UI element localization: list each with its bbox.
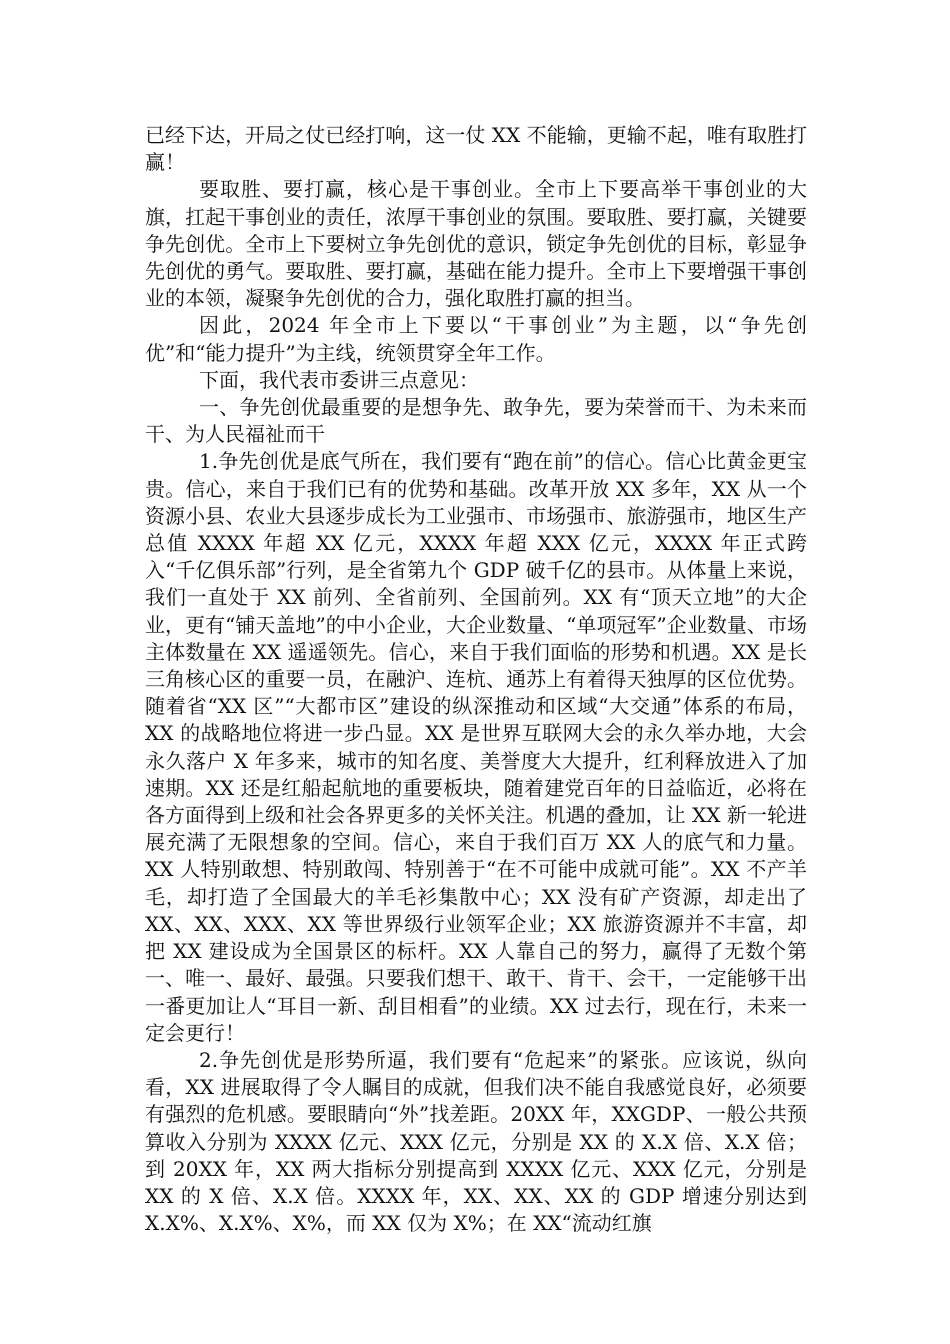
document-page: [145, 122, 807, 1237]
section-heading-one: 一、争先创优最重要的是想争先、敢争先，要为荣誉而干、为未来而干、为人民福祉而干: [145, 395, 807, 447]
paragraph-core-tasks: 要取胜、要打赢，核心是干事创业。全市上下要高举干事创业的大旗，扛起干事创业的责任，浓厚干事创业的氛围。要取胜、要打赢，关键要争先创优。全市上下要树立争先创优的意识，锁定争先创优的目标，彰显争先创优的勇气。要取胜、要打赢，基础在能力提升。全市上下要增强干事创业的本领，凝聚争先创优的合力，强化取胜打赢的担当。: [145, 177, 807, 311]
paragraph-theme-2024: 因此，2024 年全市上下要以“干事创业”为主题，以“争先创优”和“能力提升”为主线，统领贯穿全年工作。: [145, 313, 807, 365]
paragraph-point-two: 2.争先创优是形势所逼，我们要有“危起来”的紧张。应该说，纵向看，XX 进展取得了令人瞩目的成就，但我们决不能自我感觉良好，必须要有强烈的危机感。要眼睛向“外”找差距。20XX 年，XXGDP、一般公共预算收入分别为 XXXX 亿元、XXX 亿元，分别是 XX 的 X.X 倍、X.X 倍；到 20XX 年，XX 两大指标分别提高到 XXXX 亿元、XXX 亿元，分别是 XX 的 X 倍、X.X 倍。XXXX 年，XX、XX、XX 的 GDP 增速分别达到 X.X%、X.X%、X%，而 XX 仅为 X%；在 XX“流动红旗: [145, 1047, 807, 1236]
paragraph-intro-opinions: 下面，我代表市委讲三点意见：: [199, 367, 479, 392]
paragraph-point-one: 1.争先创优是底气所在，我们要有“跑在前”的信心。信心比黄金更宝贵。信心，来自于我们已有的优势和基础。改革开放 XX 多年，XX 从一个资源小县、农业大县逐步成长为工业强市、市场强市、旅游强市，地区生产总值 XXXX 年超 XX 亿元，XXXX 年超 XXX 亿元，XXXX 年正式跨入“千亿俱乐部”行列，是全省第九个 GDP 破千亿的县市。从体量上来说，我们一直处于 XX 前列、全省前列、全国前列。XX 有“顶天立地”的大企业，更有“铺天盖地”的中小企业，大企业数量、“单项冠军”企业数量、市场主体数量在 XX 遥遥领先。信心，来自于我们面临的形势和机遇。XX 是长三角核心区的重要一员，在融沪、连杭、通苏上有着得天独厚的区位优势。随着省“XX 区”“大都市区”建设的纵深推动和区域“大交通”体系的布局，XX 的战略地位将进一步凸显。XX 是世界互联网大会的永久举办地，大会永久落户 X 年多来，城市的知名度、美誉度大大提升，红利释放进入了加速期。XX 还是红船起航地的重要板块，随着建党百年的日益临近，必将在各方面得到上级和社会各界更多的关怀关注。机遇的叠加，让 XX 新一轮进展充满了无限想象的空间。信心，来自于我们百万 XX 人的底气和力量。XX 人特别敢想、特别敢闯、特别善于“在不可能中成就可能”。XX 不产羊毛，却打造了全国最大的羊毛衫集散中心；XX 没有矿产资源，却走出了 XX、XX、XXX、XX 等世界级行业领军企业；XX 旅游资源并不丰富，却把 XX 建设成为全国景区的标杆。XX 人靠自己的努力，赢得了无数个第一、唯一、最好、最强。只要我们想干、敢干、肯干、会干，一定能够干出一番更加让人“耳目一新、刮目相看”的业绩。XX 过去行，现在行，未来一定会更行！: [145, 449, 807, 1045]
paragraph-continuation: 已经下达，开局之仗已经打响，这一仗 XX 不能输，更输不起，唯有取胜打赢！: [145, 123, 807, 175]
